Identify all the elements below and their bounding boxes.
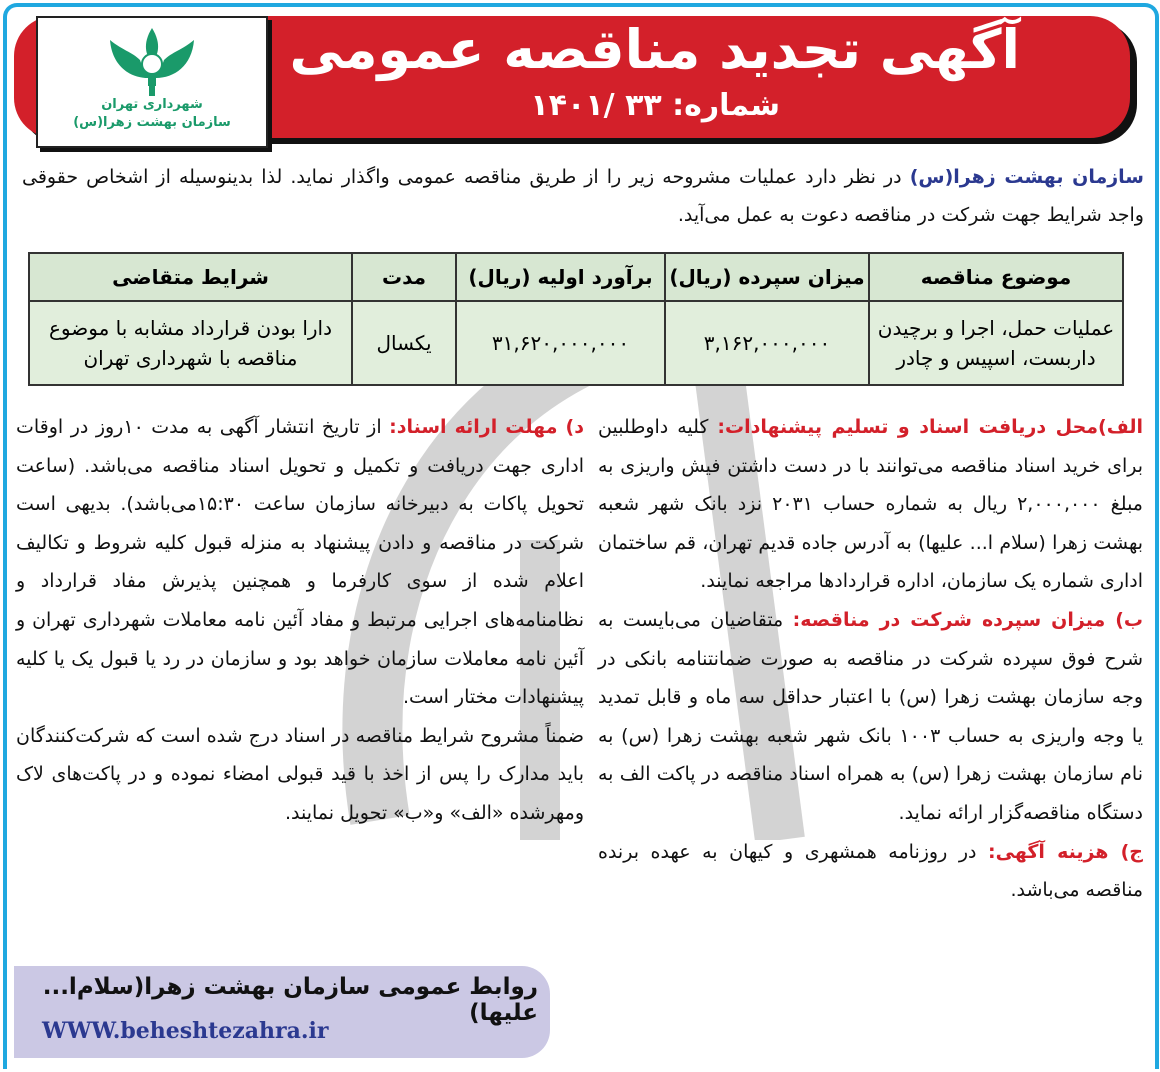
col-estimate: برآورد اولیه (ریال)	[456, 253, 665, 301]
cell-conditions: دارا بودن قرارداد مشابه با موضوع مناقصه با شهرداری تهران	[29, 301, 352, 385]
header	[14, 16, 1140, 144]
section-be-text: متقاضیان می‌بایست به شرح فوق سپرده شرکت در مناقصه به صورت ضمانتنامه بانکی در وجه سازمان بهشت زهرا (س) با اعتبار حداقل سه ماه و قابل تمدید یا وجه واریزی به حساب ۱۰۰۳ بانک شهر شعبه بهشت زهرا (س) به نام سازمان بهشت زهرا (س) به همراه اسناد مناقصه در پاکت الف به دستگاه مناقصه‌گزار ارائه نماید.	[598, 608, 1144, 824]
section-alef-text: کلیه داوطلبین برای خرید اسناد مناقصه می‌توانند با در دست داشتن فیش واریزی به مبلغ ۲,۰۰۰,۰۰۰ ریال به شماره حساب ۲۰۳۱ نزد بانک شهر شعبه بهشت زهرا (سلام ا... علیها) به آدرس جاده قدیم تهران، قم ساختمان اداری شماره یک سازمان، اداره قراردادها مراجعه نمایند.	[598, 416, 1143, 593]
section-dal-heading: د) مهلت ارائه اسناد:	[389, 416, 584, 438]
org-name: سازمان بهشت زهرا(س)	[909, 166, 1144, 188]
section-jim	[598, 833, 1143, 910]
section-be-heading: ب) میزان سپرده شرکت در مناقصه:	[792, 608, 1144, 631]
public-relations-label: روابط عمومی سازمان بهشت زهرا(سلام‌ا... علیها)	[42, 974, 538, 1026]
page-title: آگهی تجدید مناقصه عمومی	[289, 18, 1020, 81]
section-jim-heading: ج) هزینه آگهی:	[988, 840, 1143, 863]
logo	[36, 16, 268, 148]
section-alef-heading: الف)محل دریافت اسناد و تسلیم پیشنهادات:	[717, 416, 1144, 438]
col-duration: مدت	[352, 253, 456, 301]
tender-number: شماره: ۳۳ /۱۴۰۱	[530, 88, 780, 123]
cell-duration: یکسال	[352, 301, 456, 385]
website-link[interactable]: WWW.beheshtezahra.ir	[42, 1018, 329, 1044]
left-column	[16, 408, 584, 833]
tender-table	[28, 252, 1124, 386]
logo-line-2: سازمان بهشت زهرا(س)	[73, 115, 231, 130]
logo-line-1: شهرداری تهران	[101, 97, 203, 112]
section-dal	[16, 408, 584, 717]
section-dal-note: ضمناً مشروح شرایط مناقصه در اسناد درج شده است که شرکت‌کنندگان باید مدارک را پس از اخذ با قید قبولی امضاء نموده و در پاکت‌های لاک ومهرشده «الف» و«ب» تحویل نمایند.	[16, 724, 584, 824]
intro-paragraph	[22, 158, 1144, 234]
col-subject: موضوع مناقصه	[869, 253, 1123, 301]
tulip-logo-icon	[102, 26, 202, 96]
col-deposit: میزان سپرده (ریال)	[665, 253, 869, 301]
footer	[14, 966, 550, 1058]
section-be	[598, 601, 1143, 833]
section-alef	[598, 408, 1143, 601]
cell-estimate: ۳۱,۶۲۰,۰۰۰,۰۰۰	[456, 301, 665, 385]
intro-text: در نظر دارد عملیات مشروحه زیر را از طریق مناقصه عمومی واگذار نماید. لذا بدینوسیله از اشخاص حقوقی واجد شرایط جهت شرکت در مناقصه دعوت به عمل می‌آید.	[22, 166, 1144, 226]
table-row	[29, 301, 1123, 385]
cell-subject: عملیات حمل، اجرا و برچیدن داربست، اسپیس و چادر	[869, 301, 1123, 385]
section-dal-text: از تاریخ انتشار آگهی به مدت ۱۰روز در اوقات اداری جهت دریافت و تکمیل و تحویل اسناد مناقصه می‌باشد. (ساعت تحویل پاکات به دبیرخانه سازمان ساعت ۱۵:۳۰می‌باشد). بدیهی است شرکت در مناقصه و دادن پیشنهاد به منزله قبول کلیه شروط و تکالیف اعلام شده از سوی کارفرما و همچنین پذیرش مفاد قرارداد و نظامنامه‌های اجرایی مرتبط و مفاد آئین نامه معاملات شهرداری تهران و آئین نامه معاملات سازمان خواهد بود و سازمان در رد یا قبول یک یا کلیه پیشنهادات مختار است.	[16, 416, 585, 709]
right-column	[598, 408, 1143, 910]
cell-deposit: ۳,۱۶۲,۰۰۰,۰۰۰	[665, 301, 869, 385]
col-conditions: شرایط متقاضی	[29, 253, 352, 301]
section-jim-text: در روزنامه همشهری و کیهان به عهده برنده مناقصه می‌باشد.	[598, 840, 1143, 902]
